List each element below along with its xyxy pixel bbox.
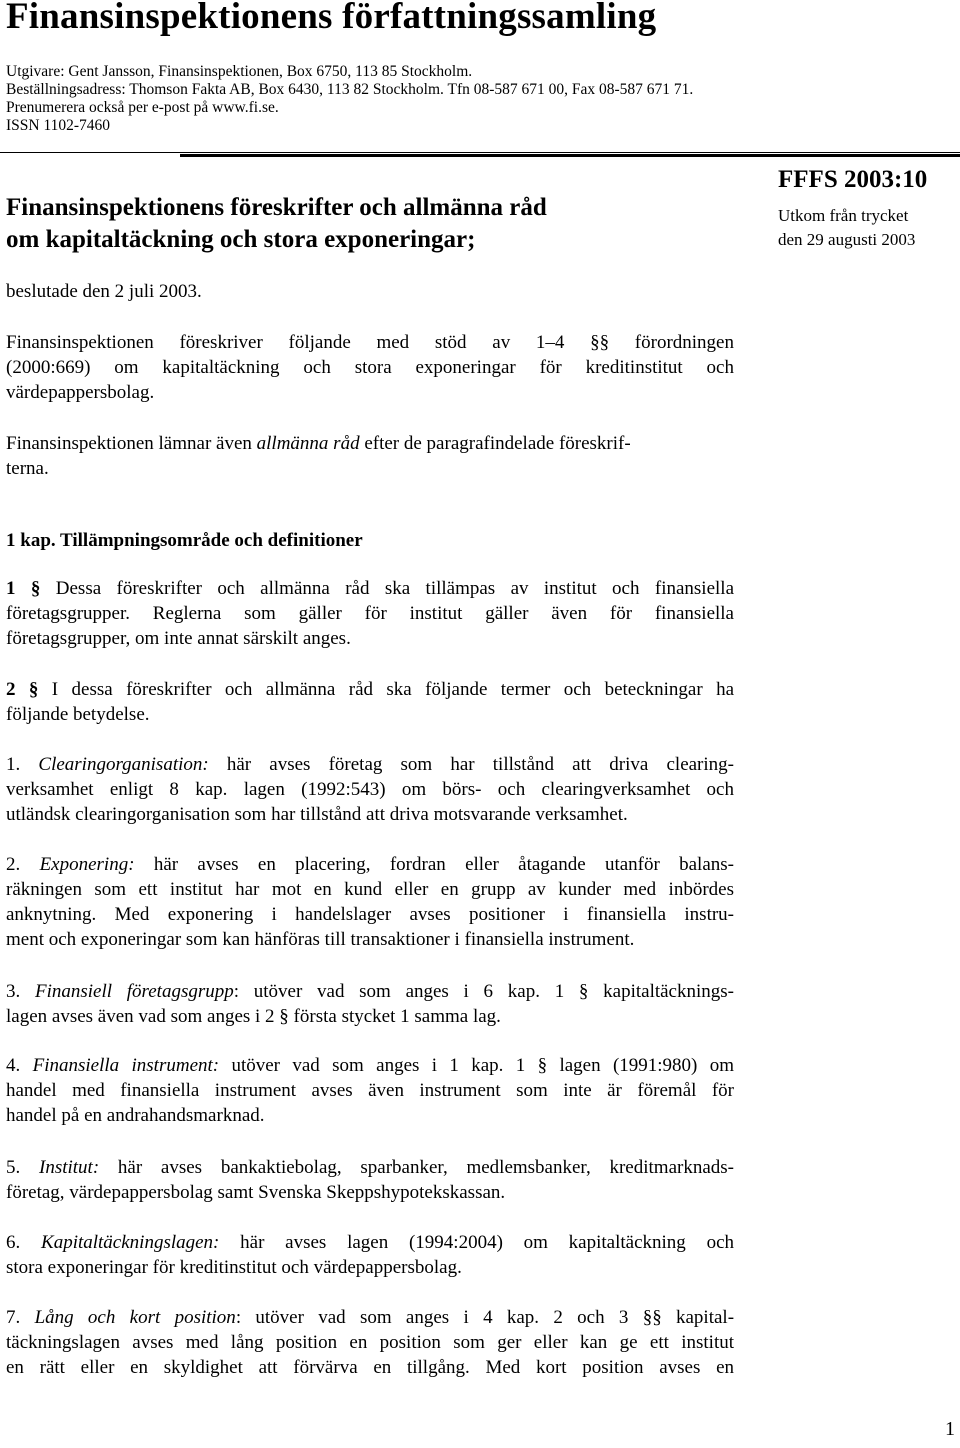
definition-term: Institut:: [39, 1157, 100, 1178]
definition-2: [6, 852, 734, 952]
text-line: anknytning. Med exponering i handelslager avses positioner i finansiella instru-: [6, 904, 734, 925]
page-number: 1: [945, 1418, 955, 1440]
definition-term: Clearingorganisation:: [38, 754, 209, 775]
text-line: företagsgrupper. Reglerna som gäller för institut gäller även för finansiella: [6, 603, 734, 624]
text-line: (2000:669) om kapitaltäckning och stora exponeringar för kreditinstitut och: [6, 357, 734, 378]
regulation-title-line: om kapitaltäckning och stora exponeringar;: [6, 226, 476, 253]
header-divider: [0, 152, 960, 153]
regulation-title-line: Finansinspektionens föreskrifter och allmänna råd: [6, 194, 547, 221]
definition-term: Finansiella instrument:: [32, 1055, 220, 1076]
definition-number: 5.: [6, 1157, 39, 1178]
definition-3: [6, 979, 734, 1029]
regulation-number: FFFS 2003:10: [778, 166, 928, 193]
text-span: I dessa föreskrifter och allmänna råd ska följande termer och beteckningar ha: [38, 679, 735, 700]
text-line: företagsgrupper, om inte annat särskilt anges.: [6, 628, 351, 649]
section-1: [6, 576, 734, 651]
text-line: täckningslagen avses med lång position en position som ger eller kan ge ett institut: [6, 1332, 734, 1353]
definition-term: Exponering:: [39, 854, 135, 875]
text-line: handel på en andrahandsmarknad.: [6, 1105, 265, 1126]
text-span-italic: allmänna råd: [256, 433, 360, 454]
text-span: : utöver vad som anges i 4 kap. 2 och 3 §§ kapital-: [235, 1307, 735, 1328]
definition-number: 6.: [6, 1232, 42, 1253]
text-span: Dessa föreskrifter och allmänna råd ska tillämpas av institut och finansiella: [40, 578, 735, 599]
definition-1: [6, 752, 734, 827]
text-line: lagen avses även vad som anges i 2 § första stycket 1 samma lag.: [6, 1006, 501, 1027]
published-date: den 29 augusti 2003: [778, 230, 916, 249]
definition-number: 3.: [6, 981, 35, 1002]
decision-date: beslutade den 2 juli 2003.: [6, 281, 202, 302]
text-line: värdepappersbolag.: [6, 382, 155, 403]
text-line: företag, värdepappersbolag samt Svenska Skeppshypotekskassan.: [6, 1182, 506, 1203]
definition-7: [6, 1305, 734, 1380]
definition-number: 4.: [6, 1055, 33, 1076]
definition-number: 7.: [6, 1307, 35, 1328]
text-line: handel med finansiella instrument avses även instrument som inte är föremål för: [6, 1080, 734, 1101]
issn-line: ISSN 1102-7460: [6, 117, 111, 134]
text-span: här avses bankaktiebolag, sparbanker, medlemsbanker, kreditmarknads-: [99, 1157, 734, 1178]
definition-6: [6, 1230, 734, 1280]
text-line: ment och exponeringar som kan hänföras till transaktioner i finansiella instrument.: [6, 929, 635, 950]
text-line: Finansinspektionen föreskriver följande med stöd av 1–4 §§ förordningen: [6, 332, 734, 353]
publication-title: Finansinspektionens författningssamling: [6, 0, 657, 37]
definition-number: 1.: [6, 754, 39, 775]
regulation-title: [6, 192, 547, 256]
intro-paragraph: [6, 330, 734, 405]
order-address-line: Beställningsadress: Thomson Fakta AB, Box 6430, 113 82 Stockholm. Tfn 08-587 671 00, Fax 08-587 671 71.: [6, 81, 694, 98]
definition-5: [6, 1155, 734, 1205]
subscription-line: Prenumerera också per e-post på www.fi.se.: [6, 99, 279, 116]
definition-number: 2.: [6, 854, 40, 875]
definition-term: Kapitaltäckningslagen:: [41, 1232, 220, 1253]
text-line: verksamhet enligt 8 kap. lagen (1992:543) om börs- och clearingverksamhet och: [6, 779, 734, 800]
definition-term: Lång och kort position: [34, 1307, 236, 1328]
section-number: 1 §: [6, 578, 41, 599]
text-span: här avses företag som har tillstånd att driva clearing-: [208, 754, 734, 775]
text-span: efter de paragrafindelade föreskrif-: [359, 433, 631, 454]
text-span: Finansinspektionen lämnar även: [6, 433, 257, 454]
section-number: 2 §: [6, 679, 39, 700]
general-advice-paragraph: [6, 431, 734, 481]
text-span: : utöver vad som anges i 6 kap. 1 § kapitaltäcknings-: [233, 981, 734, 1002]
text-span: här avses lagen (1994:2004) om kapitaltäckning och: [219, 1232, 734, 1253]
text-line: en rätt eller en skyldighet att förvärva en tillgång. Med kort position avses en: [6, 1357, 734, 1378]
publisher-line: Utgivare: Gent Jansson, Finansinspektionen, Box 6750, 113 85 Stockholm.: [6, 63, 473, 80]
text-line: stora exponeringar för kreditinstitut och värdepappersbolag.: [6, 1257, 462, 1278]
definition-term: Finansiell företagsgrupp: [34, 981, 234, 1002]
text-line: följande betydelse.: [6, 704, 150, 725]
text-line: terna.: [6, 458, 49, 479]
published-label: Utkom från trycket: [778, 206, 909, 225]
text-line: utländsk clearingorganisation som har tillstånd att driva motsvarande verksamhet.: [6, 804, 628, 825]
definition-4: [6, 1053, 734, 1128]
chapter-heading: 1 kap. Tillämpningsområde och definitioner: [6, 530, 363, 551]
text-line: räkningen som ett institut har mot en kund eller en grupp av kunder med inbördes: [6, 879, 734, 900]
section-2: [6, 677, 734, 727]
text-span: här avses en placering, fordran eller åtagande utanför balans-: [134, 854, 734, 875]
text-span: utöver vad som anges i 1 kap. 1 § lagen (1991:980) om: [219, 1055, 735, 1076]
header-divider-thick: [180, 154, 960, 157]
